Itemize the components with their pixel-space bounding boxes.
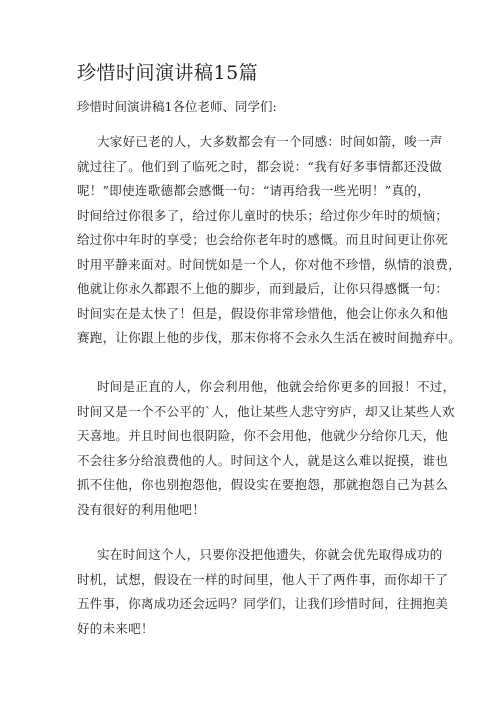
paragraph-line: 赛跑，让你跟上他的步伐，那末你将不会永久生活在被时间抛弃中。 — [77, 330, 462, 345]
paragraph-1 — [77, 130, 462, 351]
paragraph-line: 他就让你永久都跟不上他的脚步，而到最后，让你只得感慨一句： — [77, 281, 449, 296]
paragraph-line: 实在时间这个人，只要你没把他遗失，你就会优先取得成功的 — [97, 547, 443, 562]
paragraph-line: 就过往了。他们到了临死之时，都会说：“我有好多事情都还没做 — [77, 158, 443, 174]
document-subtitle: 珍惜时间演讲稿1各位老师、同学们: — [77, 99, 277, 114]
paragraph-line: 没有很好的利用他吧！ — [77, 501, 206, 517]
paragraph-line: 时机，试想，假设在一样的时间里，他人干了两件事，而你却干了 — [77, 571, 449, 587]
paragraph-line: 时间又是一个不公平的`人，他让某些人悲守穷庐，却又让某些人欢 — [77, 403, 455, 419]
paragraph-line: 呢！”即使连歌德都会感慨一句：“请再给我一些光明！”真的， — [77, 183, 430, 198]
paragraph-line: 好的未来吧！ — [77, 620, 154, 636]
paragraph-line: 时间给过你很多了，给过你儿童时的快乐；给过你少年时的烦恼； — [77, 207, 449, 223]
paragraph-line: 五件事，你离成功还会远吗？同学们，让我们珍惜时间，往拥抱美 — [77, 596, 449, 611]
paragraph-line: 给过你中年时的享受；也会给你老年时的感慨。而且时间更让你死 — [77, 232, 449, 247]
paragraph-line: 不会往多分给浪费他的人。时间这个人，就是这么难以捉摸，谁也 — [77, 452, 449, 468]
paragraph-line: 时间是正直的人，你会利用他，他就会给你更多的回报！不过， — [97, 379, 456, 394]
paragraph-line: 天喜地。并且时间也很阴险，你不会用他，他就少分给你几天，他 — [77, 428, 449, 443]
paragraph-line: 时间实在是太快了！但是，假设你非常珍惜他，他会让你永久和他 — [77, 305, 449, 321]
paragraph-2 — [77, 375, 456, 522]
paragraph-3 — [77, 543, 449, 641]
document-title: 珍惜时间演讲稿15篇 — [77, 62, 259, 84]
paragraph-line: 抓不住他，你也别抱怨他，假设实在要抱怨，那就抱怨自己为甚么 — [77, 477, 449, 492]
paragraph-line: 时用平静来面对。时间恍如是一个人，你对他不珍惜，纵情的浪费， — [77, 256, 462, 272]
paragraph-line: 大家好已老的人，大多数都会有一个同感：时间如箭，唆一声 — [97, 134, 443, 149]
